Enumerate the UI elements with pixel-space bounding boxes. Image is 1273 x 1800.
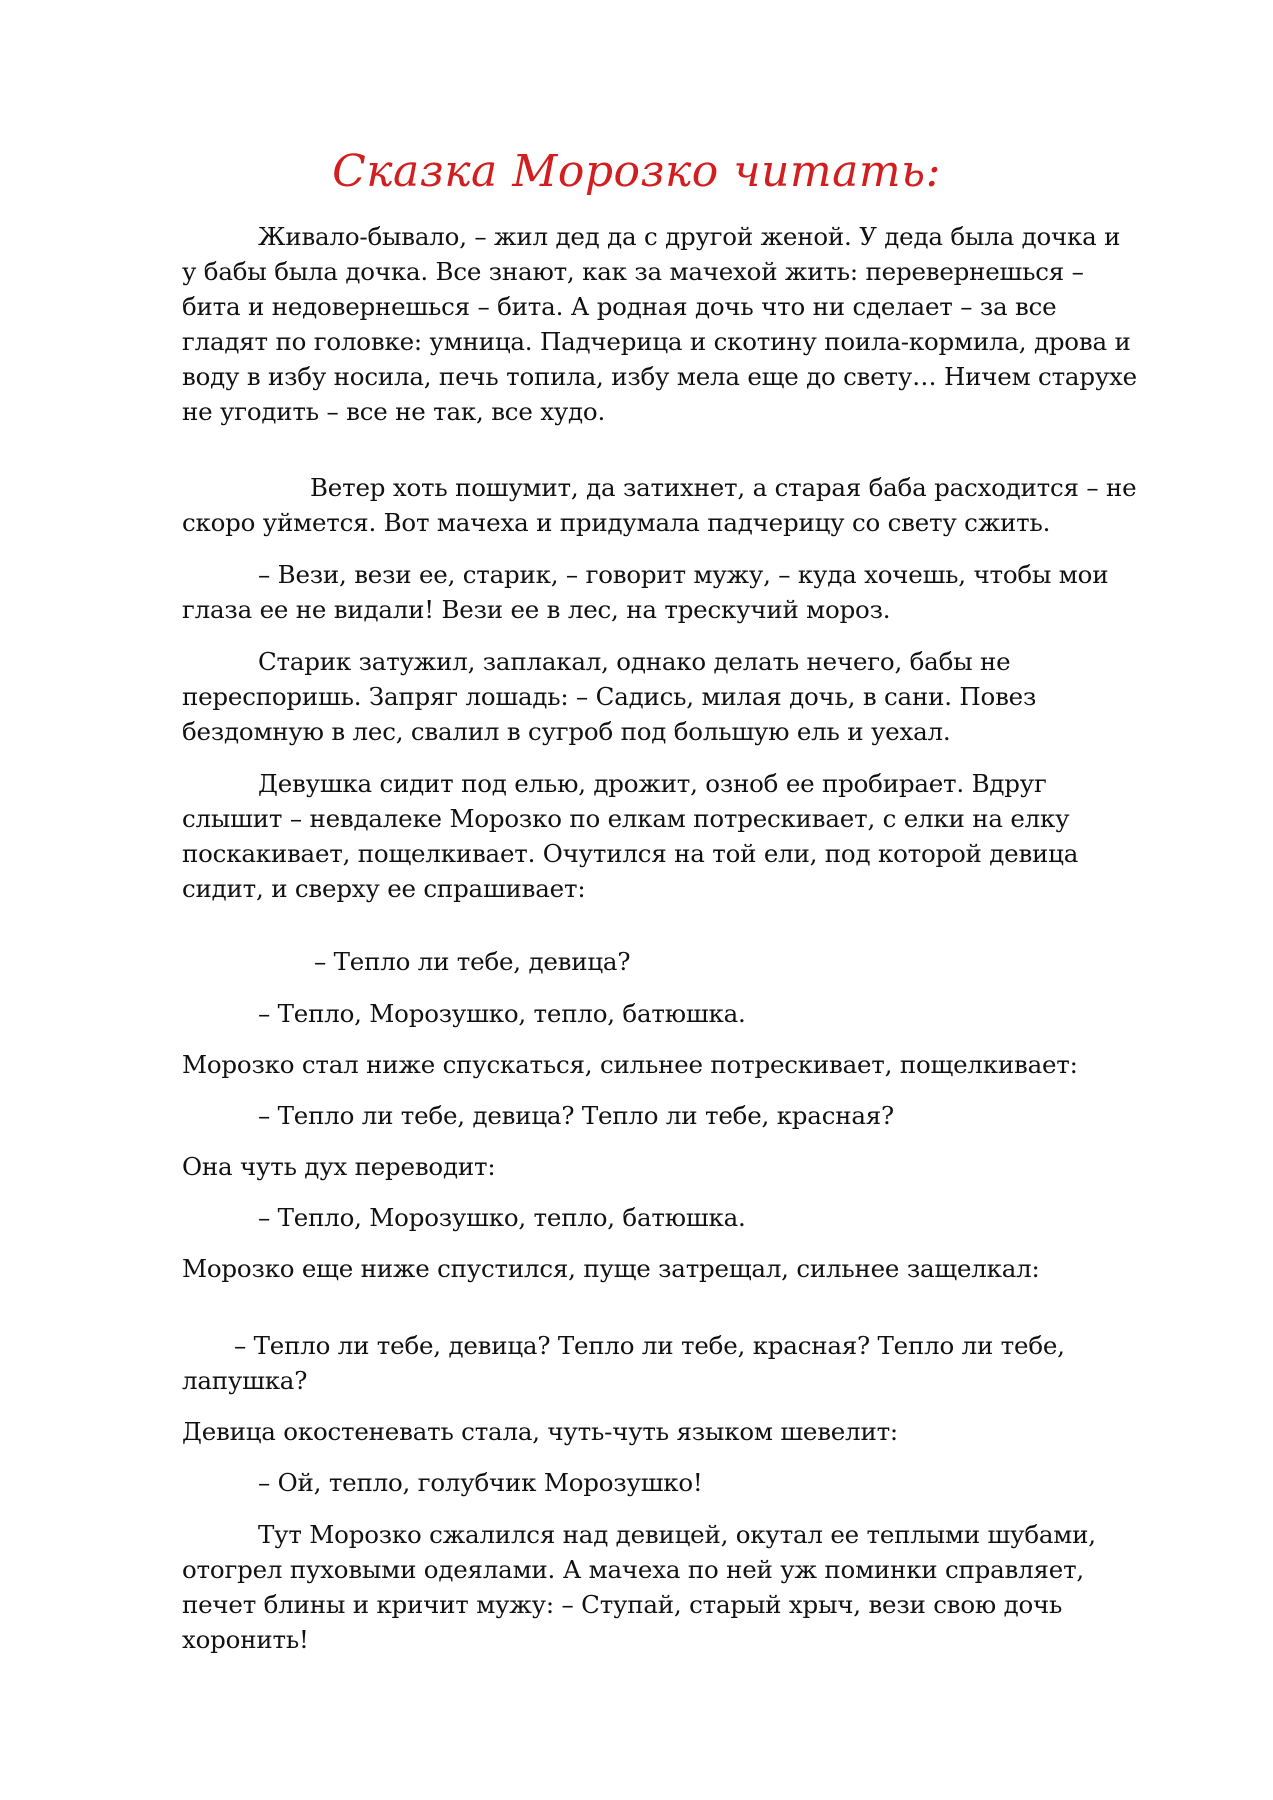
paragraph-9: – Тепло ли тебе, девица? Тепло ли тебе, красная?	[258, 1101, 894, 1130]
paragraph-2: Ветер хоть пошумит, да затихнет, а старая баба расходится – не скоро уймется. Вот мачеха и придумала падчерицу со свету сжить.	[182, 473, 1137, 537]
paragraph-13: – Тепло ли тебе, девица? Тепло ли тебе, красная? Тепло ли тебе, лапушка?	[182, 1331, 1065, 1395]
story-title: Сказка Морозко читать:	[332, 146, 941, 197]
paragraph-4: Старик затужил, заплакал, однако делать нечего, бабы не переспоришь. Запряг лошадь: – Садись, милая дочь, в сани. Повез бездомную в лес, свалил в сугроб под большую ель и уехал.	[182, 647, 1037, 746]
paragraph-8: Морозко стал ниже спускаться, сильнее потрескивает, пощелкивает:	[182, 1050, 1078, 1079]
paragraph-1: Живало-бывало, – жил дед да с другой женой. У деда была дочка и у бабы была дочка. Все знают, как за мачехой жить: перевернешься – бита и недовернешься – бита. А родная дочь что ни сделает – за все гладят по головке: умница. Падчерица и скотину поила-кормила, дрова и воду в избу носила, печь топила, избу мела еще до свету… Ничем старухе не угодить – все не так, все худо.	[182, 222, 1137, 426]
paragraph-6: – Тепло ли тебе, девица?	[314, 947, 631, 976]
paragraph-7: – Тепло, Морозушко, тепло, батюшка.	[258, 999, 746, 1028]
paragraph-11: – Тепло, Морозушко, тепло, батюшка.	[258, 1203, 746, 1232]
paragraph-16: Тут Морозко сжалился над девицей, окутал ее теплыми шубами, отогрел пуховыми одеялами. А мачеха по ней уж поминки справляет, печет блины и кричит мужу: – Ступай, старый хрыч, вези свою дочь хоронить!	[182, 1520, 1096, 1654]
paragraph-14: Девица окостеневать стала, чуть-чуть языком шевелит:	[182, 1417, 898, 1446]
paragraph-10: Она чуть дух переводит:	[182, 1152, 496, 1181]
paragraph-12: Морозко еще ниже спустился, пуще затрещал, сильнее защелкал:	[182, 1254, 1040, 1283]
paragraph-15: – Ой, тепло, голубчик Морозушко!	[258, 1468, 703, 1497]
paragraph-3: – Вези, вези ее, старик, – говорит мужу, – куда хочешь, чтобы мои глаза ее не видали! Вези ее в лес, на трескучий мороз.	[182, 560, 1109, 624]
paragraph-5: Девушка сидит под елью, дрожит, озноб ее пробирает. Вдруг слышит – невдалеке Морозко по елкам потрескивает, с елки на елку поскакивает, пощелкивает. Очутился на той ели, под которой девица сидит, и сверху ее спрашивает:	[182, 769, 1079, 903]
